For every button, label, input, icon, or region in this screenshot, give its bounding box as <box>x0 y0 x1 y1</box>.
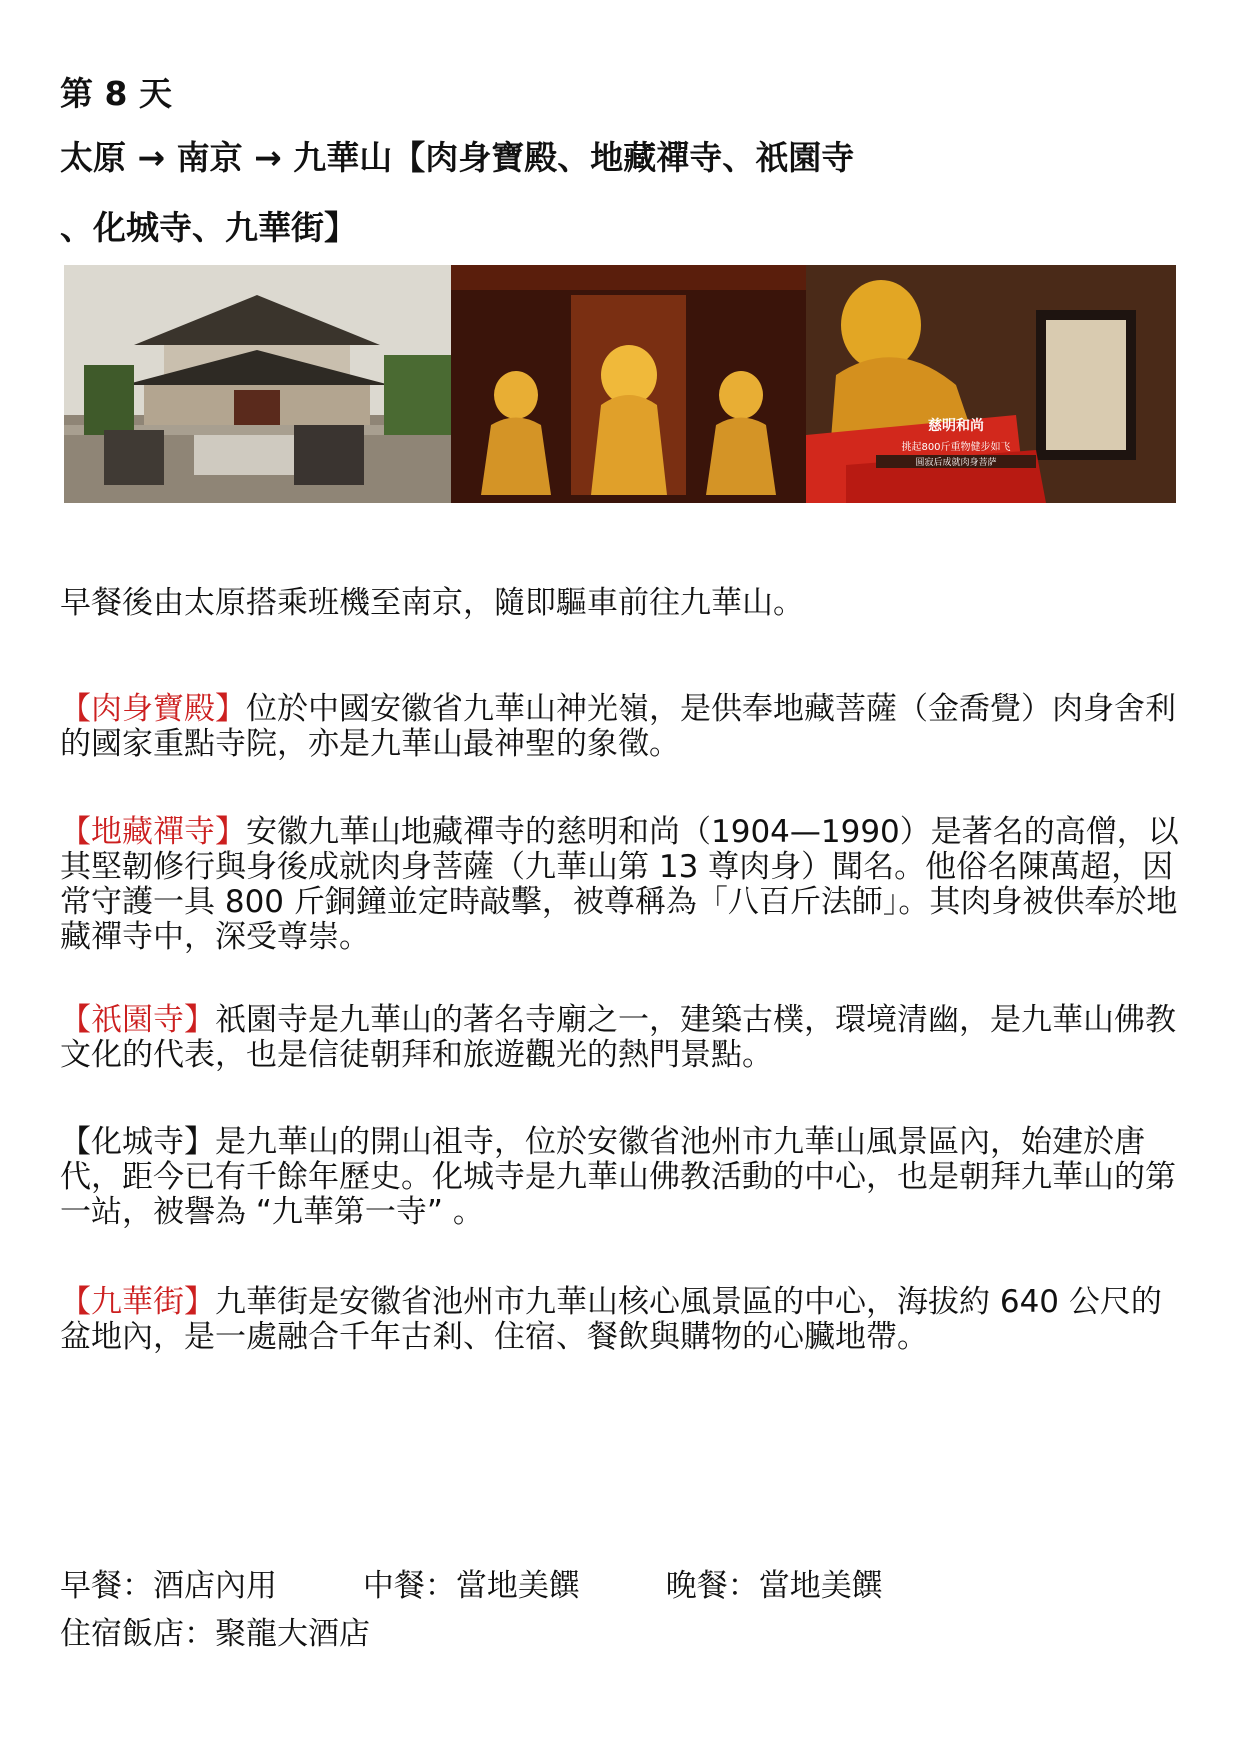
temple-gate-photo <box>64 265 451 503</box>
section-title: 【地藏禪寺】 <box>60 814 246 850</box>
section-qiyuan <box>60 1003 1180 1073</box>
photo-caption-title: 慈明和尚 <box>928 418 984 434</box>
dinner-info: 晚餐：當地美饌 <box>665 1568 883 1604</box>
temple-illustration <box>64 265 451 503</box>
section-jiuhuajie <box>60 1285 1180 1355</box>
section-title: 【九華街】 <box>60 1284 215 1320</box>
section-body: 安徽九華山地藏禪寺的慈明和尚（1904—1990）是著名的高僧，以其堅韌修行與身後成就肉身菩薩（九華山第 13 尊肉身）聞名。他俗名陳萬超，因常守護一具 800 斤銅鐘並定時敲擊，被尊稱為「八百斤法師」。其肉身被供奉於地藏禪寺中，深受尊崇。 <box>60 814 1179 955</box>
lunch-info: 中餐：當地美饌 <box>362 1568 580 1604</box>
photo-strip <box>64 265 1176 503</box>
breakfast-info: 早餐：酒店內用 <box>60 1568 277 1604</box>
photo-caption-line1: 挑起800斤重物健步如飞 <box>901 442 1011 453</box>
section-body: 祇園寺是九華山的著名寺廟之一，建築古樸，環境清幽，是九華山佛教文化的代表，也是信徒朝拜和旅遊觀光的熱門景點。 <box>60 1002 1176 1073</box>
section-title: 【肉身寶殿】 <box>60 691 246 727</box>
section-title: 【祇園寺】 <box>60 1002 215 1038</box>
meals-line <box>60 1568 959 1605</box>
section-roushen <box>60 692 1180 762</box>
buddhas-illustration <box>451 265 806 503</box>
hotel-info: 住宿飯店：聚龍大酒店 <box>60 1616 370 1652</box>
photo-caption-line2: 圆寂后成就肉身菩萨 <box>876 455 1036 468</box>
section-title: 【化城寺】 <box>60 1124 215 1160</box>
intro-paragraph: 早餐後由太原搭乘班機至南京，隨即驅車前往九華山。 <box>60 585 804 621</box>
section-huacheng <box>60 1125 1180 1230</box>
golden-buddhas-photo <box>451 265 806 503</box>
route-line-2: 、化城寺、九華街】 <box>60 208 357 247</box>
monk-relic-photo <box>806 265 1176 503</box>
section-body: 九華街是安徽省池州市九華山核心風景區的中心，海拔約 640 公尺的盆地內，是一處融合千年古剎、住宿、餐飲與購物的心臟地帶。 <box>60 1284 1162 1355</box>
section-body: 位於中國安徽省九華山神光嶺，是供奉地藏菩薩（金喬覺）肉身舍利的國家重點寺院，亦是九華山最神聖的象徵。 <box>60 691 1176 762</box>
route-line-1: 太原 → 南京 → 九華山【肉身寶殿、地藏禪寺、祇園寺 <box>60 138 855 177</box>
day-heading: 第 8 天 <box>60 74 172 113</box>
section-dizang <box>60 815 1180 955</box>
section-body: 是九華山的開山祖寺，位於安徽省池州市九華山風景區內，始建於唐代，距今已有千餘年歷史。化城寺是九華山佛教活動的中心，也是朝拜九華山的第一站，被譽為 “九華第一寺” 。 <box>60 1124 1176 1230</box>
